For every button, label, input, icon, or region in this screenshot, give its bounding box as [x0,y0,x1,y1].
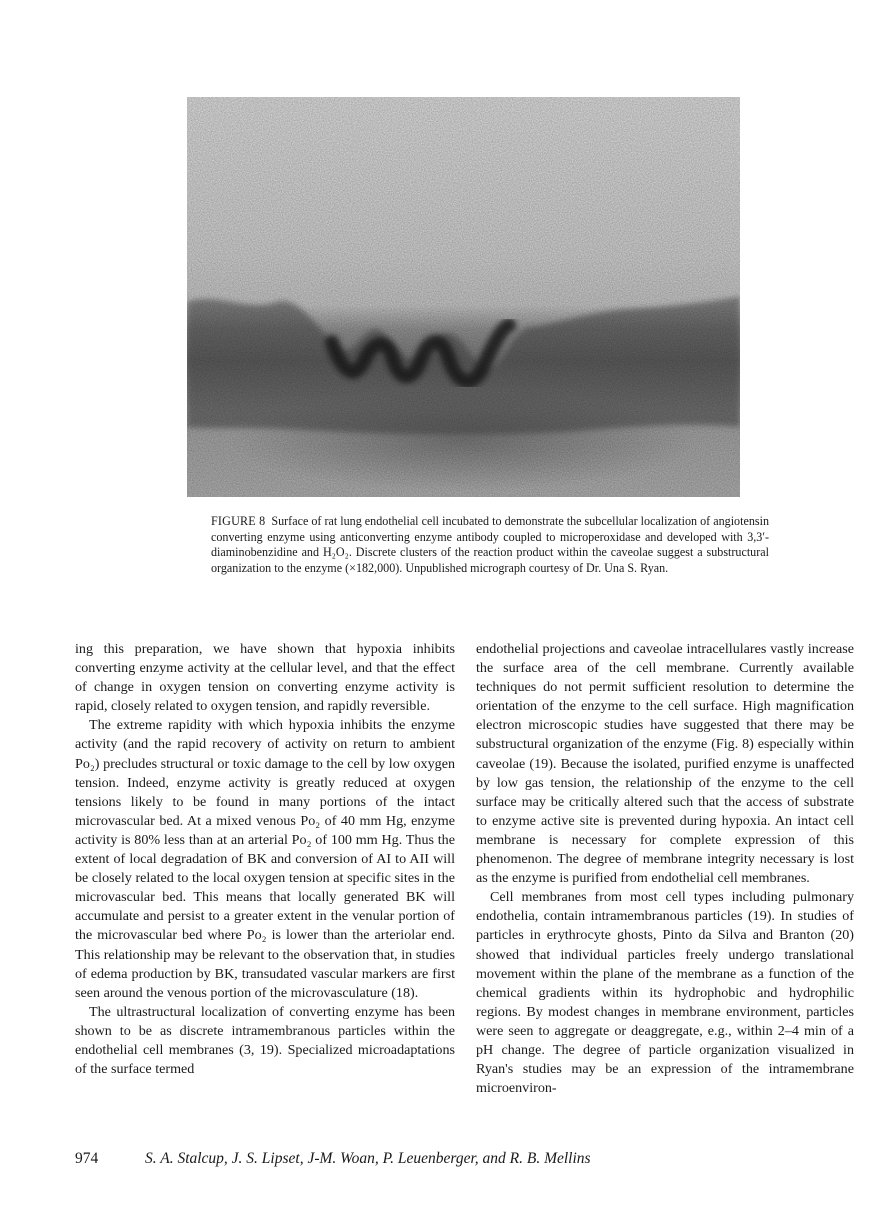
paragraph: endothelial projections and caveolae intracellulares vastly increase the surface area of the cell membrane. Currently available techniques do not permit sufficient resolution to determine the orientation of the enzyme to the cell surface. High magnification electron microscopic studies have suggested that there may be substructural organization of the enzyme (Fig. 8) especially within caveolae (19). Because the isolated, purified enzyme is unaffected by low gas tension, the relationship of the enzyme to the cell surface may be critically altered such that the access of substrate to enzyme active site is prevented during hypoxia. An intact cell membrane is necessary for complete expression of this phenomenon. The degree of membrane integrity necessary is lost as the enzyme is purified from endothelial cell membranes. [476,641,854,887]
micrograph-image [187,97,740,497]
micrograph-figure [187,97,740,497]
page-footer [75,1150,855,1174]
paragraph: The ultrastructural localization of converting enzyme has been shown to be as discrete intramembranous particles within the endothelial cell membranes (3, 19). Specialized microadaptations of the surface termed [75,1003,455,1078]
paragraph: Cell membranes from most cell types including pulmonary endothelia, contain intramembranous particles (19). In studies of particles in erythrocyte ghosts, Pinto da Silva and Branton (20) showed that individual particles freely undergo translational movement within the plane of the membrane as a function of the chemical gradients within its hydrophobic and hydrophilic regions. By modest changes in membrane environment, particles were seen to aggregate or deaggregate, e.g., within 2–4 min of a pH change. The degree of particle organization visualized in Ryan's studies may be an expression of the intramembrane microenviron- [476,889,854,1097]
left-text-column [75,640,455,1079]
author-list: S. A. Stalcup, J. S. Lipset, J-M. Woan, P. Leuenberger, and R. B. Mellins [145,1150,591,1167]
figure-caption-text: Surface of rat lung endothelial cell incubated to demonstrate the subcellular localization of angiotensin converting enzyme using anticonverting enzyme antibody coupled to microperoxidase and developed with 3,3′-diaminobenzidine and H₂O₂. Discrete clusters of the reaction product within the caveolae suggest a substructural organization to the enzyme (×182,000). Unpublished micrograph courtesy of Dr. Una S. Ryan. [211,514,769,575]
paragraph: The extreme rapidity with which hypoxia inhibits the enzyme activity (and the rapid recovery of activity on return to ambient Po₂) precludes structural or toxic damage to the cell by low oxygen tension. Indeed, enzyme activity is greatly reduced at oxygen tensions likely to be found in many portions of the intact microvascular bed. At a mixed venous Po₂ of 40 mm Hg, enzyme activity is 80% less than at an arterial Po₂ of 100 mm Hg. Thus the extent of local degradation of BK and conversion of AI to AII will be closely related to the local oxygen tension at specific sites in the microvascular bed. This means that locally generated BK will accumulate and persist to a greater extent in the venular portion of the microvascular bed where Po₂ is lower than the arteriolar end. This relationship may be relevant to the observation that, in studies of edema production by BK, transudated vascular markers are first seen around the venous portion of the microvasculature (18). [75,717,455,1001]
page-number: 974 [75,1150,99,1167]
figure-label: FIGURE 8 [211,514,266,528]
figure-caption [211,514,769,576]
paragraph: ing this preparation, we have shown that hypoxia inhibits converting enzyme activity at the cellular level, and that the effect of change in oxygen tension on converting enzyme activity is rapid, closely related to oxygen tension, and rapidly reversible. [75,641,455,715]
right-text-column [476,640,854,1098]
